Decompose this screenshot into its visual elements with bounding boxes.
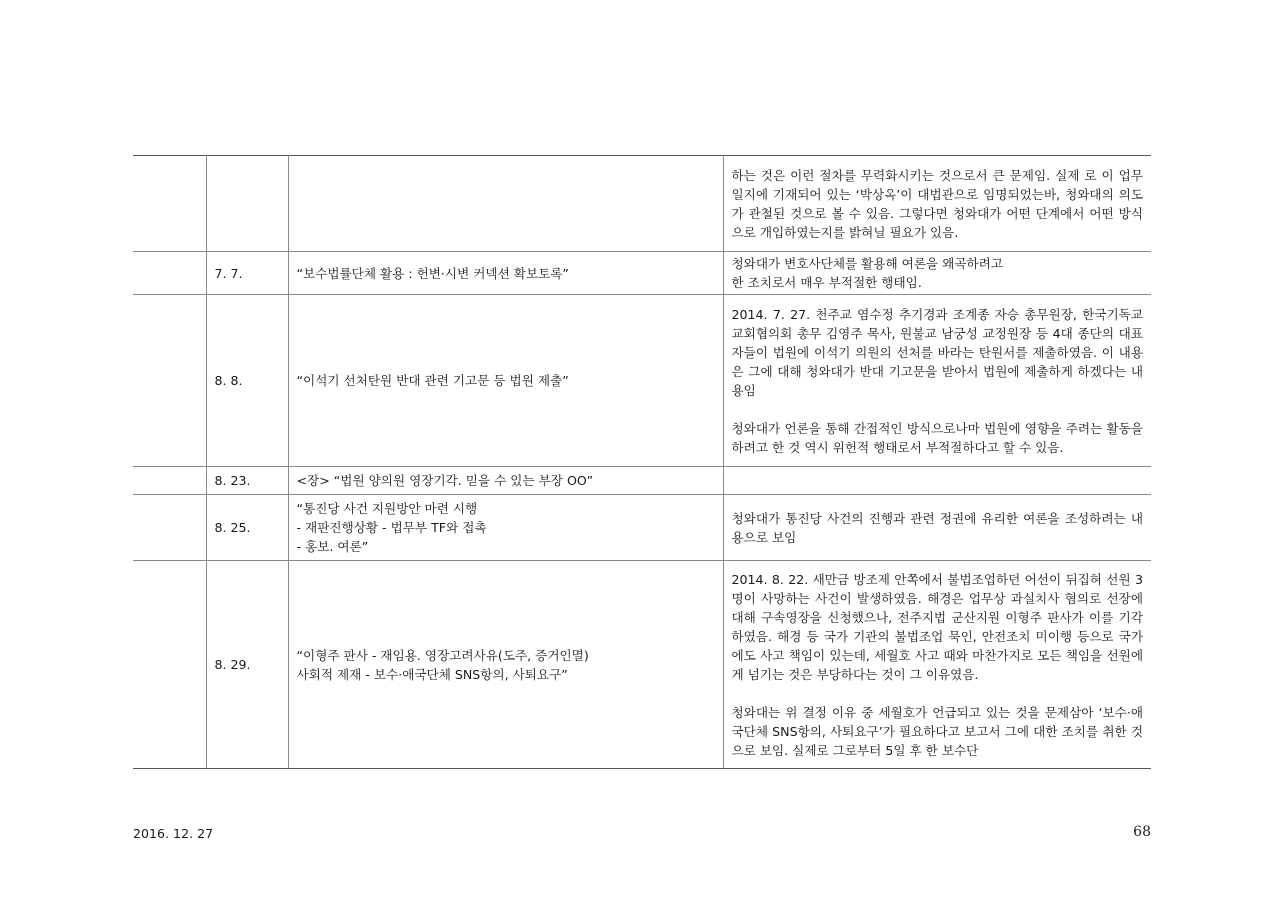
- comment-cell: 청와대가 변호사단체를 활용해 여론을 왜곡하려고 한 조치로서 매우 부적절한 행태임.: [723, 252, 1151, 295]
- date-cell: [206, 156, 288, 252]
- date-cell: 7. 7.: [206, 252, 288, 295]
- blank-cell: [133, 252, 206, 295]
- table-row: [133, 495, 1151, 561]
- comment-cell: [723, 467, 1151, 495]
- footer-date: 2016. 12. 27: [133, 826, 214, 841]
- memo-item-cell: “이석기 선처탄원 반대 관련 기고문 등 법원 제출”: [288, 295, 723, 467]
- date-cell: 8. 29.: [206, 561, 288, 769]
- memo-item-cell: [288, 156, 723, 252]
- blank-cell: [133, 467, 206, 495]
- table-row: [133, 295, 1151, 467]
- memo-item-cell: “이형주 판사 - 재임용. 영장고려사유(도주, 증거인멸) 사회적 제재 - 보수·애국단체 SNS항의, 사퇴요구”: [288, 561, 723, 769]
- date-cell: 8. 25.: [206, 495, 288, 561]
- blank-cell: [133, 495, 206, 561]
- comment-cell: 청와대가 통진당 사건의 진행과 관련 정권에 유리한 여론을 조성하려는 내용으로 보임: [723, 495, 1151, 561]
- table-row: [133, 156, 1151, 252]
- comment-cell: 2014. 8. 22. 새만금 방조제 안쪽에서 불법조업하던 어선이 뒤집혀 선원 3명이 사망하는 사건이 발생하였음. 해경은 업무상 과실치사 혐의로 선장에 대해 구속영장을 신청했으나, 전주지법 군산지원 이형주 판사가 이를 기각하였음. 해경 등 국가 기관의 불법조업 묵인, 안전조치 미이행 등으로 국가에도 사고 책임이 있는데, 세월호 사고 때와 마찬가지로 모든 책임을 선원에게 넘기는 것은 부당하다는 것이 그 이유였음. 청와대는 위 결정 이유 중 세월호가 언급되고 있는 것을 문제삼아 ‘보수·애국단체 SNS항의, 사퇴요구’가 필요하다고 보고서 그에 대한 조치를 취한 것으로 보임. 실제로 그로부터 5일 후 한 보수단: [723, 561, 1151, 769]
- memo-item-cell: “보수법률단체 활용 : 헌변·시변 커넥션 확보토록”: [288, 252, 723, 295]
- comment-cell: 2014. 7. 27. 천주교 염수정 추기경과 조계종 자승 총무원장, 한국기독교교회협의회 총무 김영주 목사, 원불교 남궁성 교정원장 등 4대 종단의 대표자들이 법원에 이석기 의원의 선처를 바라는 탄원서를 제출하였음. 이 내용은 그에 대해 청와대가 반대 기고문을 받아서 법원에 제출하게 하겠다는 내용임 청와대가 언론을 통해 간접적인 방식으로나마 법원에 영향을 주려는 활동을 하려고 한 것 역시 위헌적 행태로서 부적절하다고 할 수 있음.: [723, 295, 1151, 467]
- table-row: [133, 467, 1151, 495]
- blank-cell: [133, 156, 206, 252]
- memo-item-cell: “통진당 사건 지원방안 마련 시행 - 재판진행상황 - 법무부 TF와 접촉 - 홍보. 여론”: [288, 495, 723, 561]
- memo-item-cell: <장> “법원 양의원 영장기각. 믿을 수 있는 부장 OO”: [288, 467, 723, 495]
- date-cell: 8. 8.: [206, 295, 288, 467]
- table-row: [133, 252, 1151, 295]
- blank-cell: [133, 561, 206, 769]
- page-number: 68: [1133, 824, 1151, 840]
- table-row: [133, 561, 1151, 769]
- date-cell: 8. 23.: [206, 467, 288, 495]
- memo-analysis-table: [133, 155, 1151, 769]
- comment-cell: 하는 것은 이런 절차를 무력화시키는 것으로서 큰 문제임. 실제 로 이 업무일지에 기재되어 있는 ‘박상옥’이 대법관으로 임명되었는바, 청와대의 의도가 관철된 것으로 볼 수 있음. 그렇다면 청와대가 어떤 단계에서 어떤 방식으로 개입하였는지를 밝혀닐 필요가 있음.: [723, 156, 1151, 252]
- blank-cell: [133, 295, 206, 467]
